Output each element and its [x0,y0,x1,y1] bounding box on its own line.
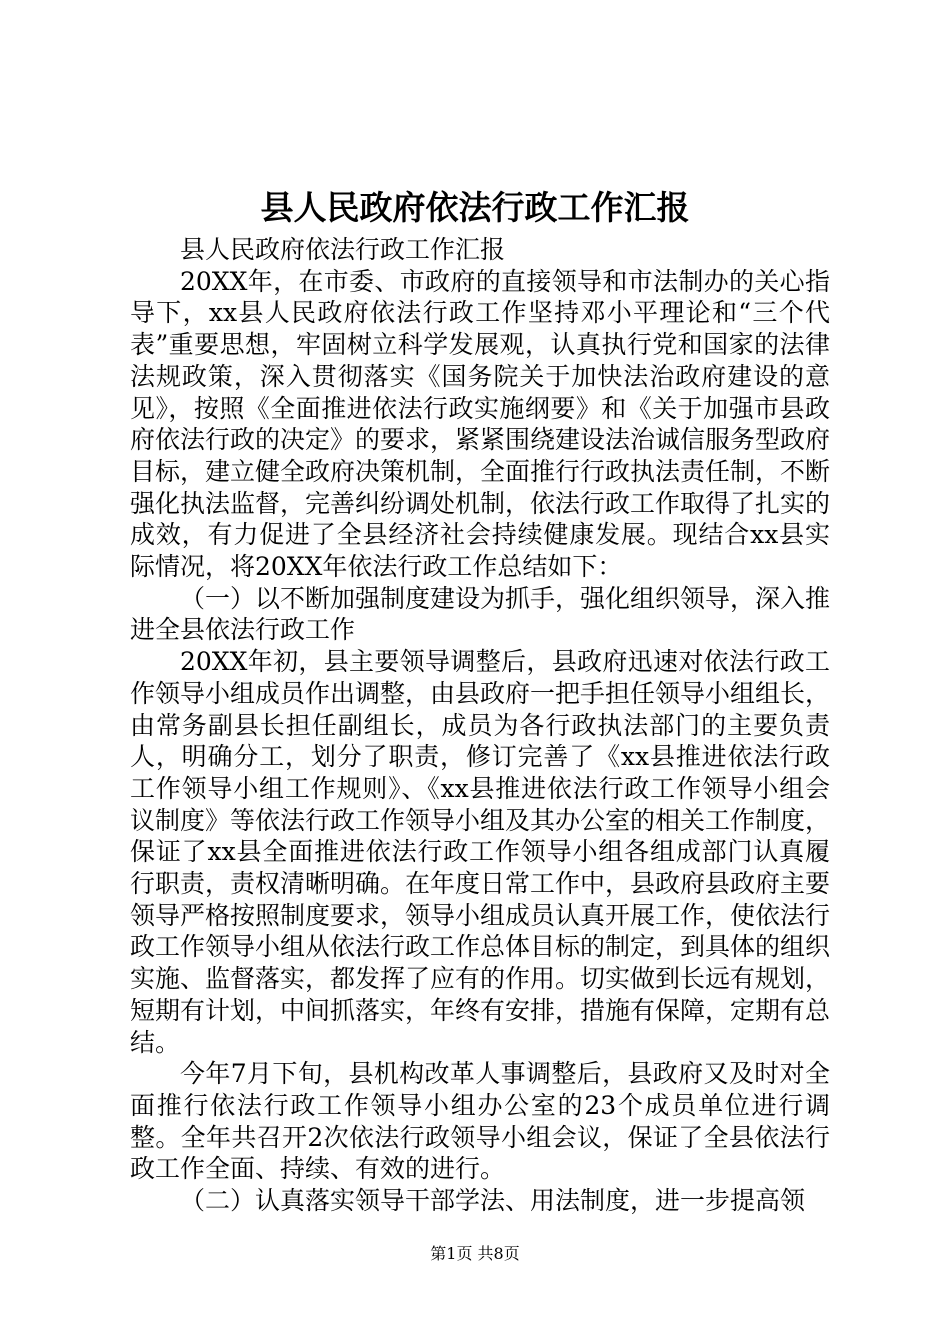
paragraph-section-1-adjustment: 今年7月下旬，县机构改革人事调整后，县政府又及时对全面推行依法行政工作领导小组办公室的23个成员单位进行调整。全年共召开2次依法行政领导小组会议，保证了全县依法行政工作全面、持续、有效的进行。 [130,1059,830,1184]
page-number-footer: 第1页 共8页 [430,1244,520,1263]
paragraph-subtitle: 县人民政府依法行政工作汇报 [180,235,506,264]
document-body [130,234,830,1217]
paragraph-intro: 20XX年，在市委、市政府的直接领导和市法制办的关心指导下，xx县人民政府依法行政工作坚持邓小平理论和“三个代表”重要思想，牢固树立科学发展观，认真执行党和国家的法律法规政策，深入贯彻落实《国务院关于加快法治政府建设的意见》，按照《全面推进依法行政实施纲要》和《关于加强市县政府依法行政的决定》的要求，紧紧围绕建设法治诚信服务型政府目标，建立健全政府决策机制，全面推行行政执法责任制，不断强化执法监督，完善纠纷调处机制，依法行政工作取得了扎实的成效，有力促进了全县经济社会持续健康发展。现结合xx县实际情况，将20XX年依法行政工作总结如下： [130,266,831,582]
document-title: 县人民政府依法行政工作汇报 [260,188,690,227]
section-heading-2: （二）认真落实领导干部学法、用法制度，进一步提高领 [180,1186,806,1216]
section-heading-1: （一）以不断加强制度建设为抓手，强化组织领导，深入推进全县依法行政工作 [130,583,831,645]
paragraph-section-1-body: 20XX年初，县主要领导调整后，县政府迅速对依法行政工作领导小组成员作出调整，由县政府一把手担任领导小组组长，由常务副县长担任副组长，成员为各行政执法部门的主要负责人，明确分工，划分了职责，修订完善了《xx县推进依法行政工作领导小组工作规则》、《xx县推进依法行政工作领导小组会议制度》等依法行政工作领导小组及其办公室的相关工作制度，保证了xx县全面推进依法行政工作领导小组各组成部门认真履行职责，责权清晰明确。在年度日常工作中，县政府县政府主要领导严格按照制度要求，领导小组成员认真开展工作，使依法行政工作领导小组从依法行政工作总体目标的制定，到具体的组织实施、监督落实，都发挥了应有的作用。切实做到长远有规划，短期有计划，中间抓落实，年终有安排，措施有保障，定期有总结。 [130,647,831,1057]
